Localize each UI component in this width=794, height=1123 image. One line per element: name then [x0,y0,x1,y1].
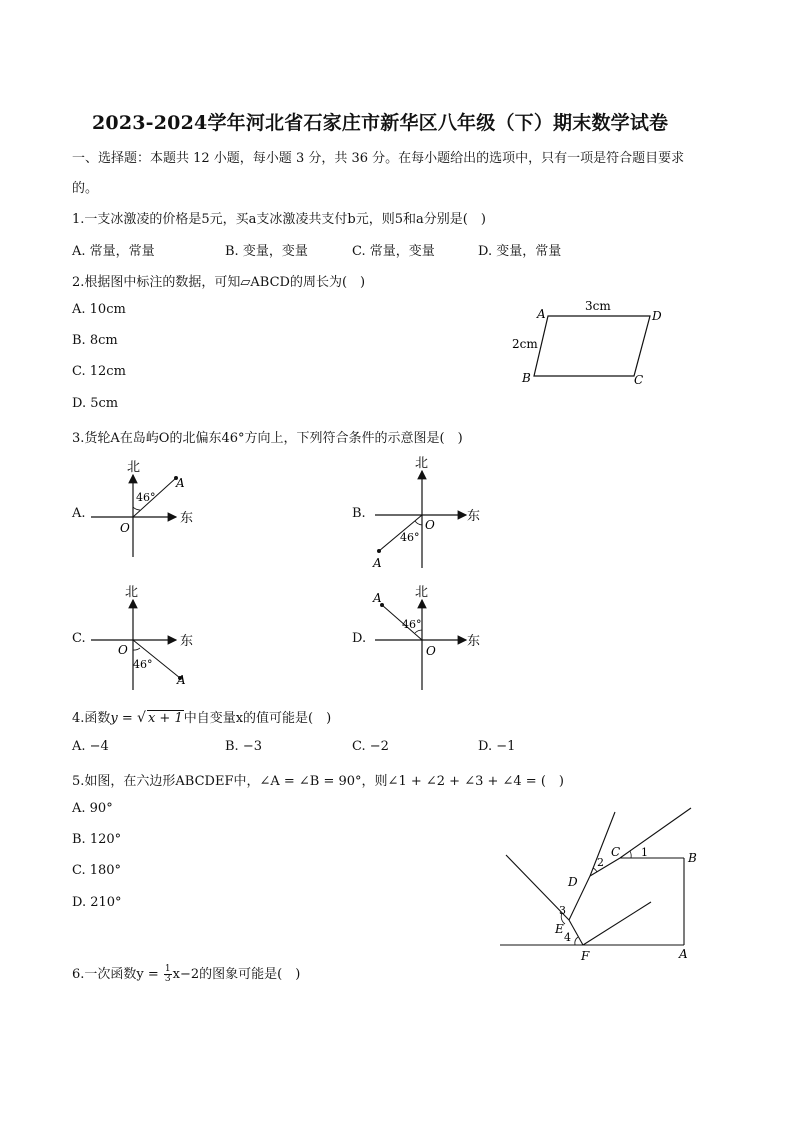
q3-diagram-a [88,455,208,560]
svg-text:O: O [425,518,435,532]
svg-text:东: 东 [180,511,194,526]
q1-option-c: C. 常量，变量 [352,244,435,259]
svg-text:O: O [120,521,130,535]
q2-option-b: B. 8cm [72,333,118,348]
q5-option-d: D. 210° [72,895,122,910]
svg-text:46°: 46° [133,658,153,671]
svg-text:A: A [177,673,186,687]
svg-text:东: 东 [467,634,481,649]
vertex-d: D [652,309,662,323]
parallelogram-abcd [534,316,650,376]
svg-text:46°: 46° [402,618,422,631]
svg-text:1: 1 [641,846,648,859]
q3-option-a-label: A. [72,506,86,521]
q5-option-a: A. 90° [72,801,113,816]
q3-diagram-c [88,580,208,692]
q3-diagram-b [370,451,490,571]
q4-option-a: A. −4 [72,739,109,754]
svg-text:O: O [118,643,128,657]
q5-option-b: B. 120° [72,832,122,847]
q3-option-c-label: C. [72,631,86,646]
svg-text:A: A [679,947,688,961]
svg-text:46°: 46° [400,531,420,544]
q5-stem: 5.如图，在六边形ABCDEF中，∠A = ∠B = 90°，则∠1 + ∠2 + ∠3 + ∠4 = ( ) [72,774,564,789]
svg-text:A: A [373,591,382,605]
page-title: 2023-2024学年河北省石家庄市新华区八年级（下）期末数学试卷 [92,112,669,134]
svg-text:B: B [688,851,697,865]
section-heading-line2: 的。 [72,181,99,196]
q2-option-a: A. 10cm [72,302,126,317]
vertex-b: B [522,371,531,385]
q6-stem: 6.一次函数y = $\frac{1}{3}$ x−2的图象可能是( ) [72,964,301,984]
svg-text:东: 东 [180,634,194,649]
svg-text:O: O [426,644,436,658]
q1-stem: 1.一支冰激凌的价格是5元，买a支冰激凌共支付b元，则5和a分别是( ) [72,212,486,227]
svg-text:东: 东 [467,509,481,524]
q4-option-b: B. −3 [225,739,262,754]
q4-stem: 4.函数y = √ x + 1中自变量x的值可能是( ) [72,710,332,726]
svg-text:C: C [611,845,621,859]
svg-text:D: D [568,875,578,889]
fraction-one-third: $\frac{1}{3}$ [164,964,171,984]
q3-diagram-d [370,580,490,692]
q1-option-a: A. 常量，常量 [72,244,155,259]
q1-option-b: B. 变量，变量 [225,244,308,259]
q3-option-d-label: D. [352,631,367,646]
svg-text:A: A [373,556,382,570]
svg-text:F: F [581,949,590,963]
section-heading-line1: 一、选择题：本题共 12 小题，每小题 3 分，共 36 分。在每小题给出的选项中，只有一项是符合题目要求 [72,151,685,166]
svg-text:4: 4 [564,931,571,944]
q2-option-c: C. 12cm [72,364,126,379]
svg-text:北: 北 [415,585,429,600]
svg-text:2: 2 [597,856,604,869]
q1-option-d: D. 变量，常量 [478,244,562,259]
svg-text:E: E [555,922,564,936]
svg-text:A: A [176,476,185,490]
svg-text:北: 北 [127,460,141,475]
q2-option-d: D. 5cm [72,396,119,411]
q5-option-c: C. 180° [72,863,122,878]
q3-option-b-label: B. [352,506,366,521]
q2-stem: 2.根据图中标注的数据，可知▱ABCD的周长为( ) [72,275,366,290]
vertex-a: A [537,307,546,321]
q5-hexagon-figure [498,800,708,965]
q2-side-label: 2cm [512,337,538,351]
q2-parallelogram-figure [500,292,680,392]
sqrt-expression: √ x + 1 [136,710,183,726]
q3-stem: 3.货轮A在岛屿O的北偏东46°方向上，下列符合条件的示意图是( ) [72,431,463,446]
svg-text:北: 北 [125,585,139,600]
svg-text:3: 3 [559,904,566,917]
q2-top-label: 3cm [585,299,611,313]
q4-option-d: D. −1 [478,739,516,754]
q4-option-c: C. −2 [352,739,389,754]
vertex-c: C [634,373,644,387]
svg-text:46°: 46° [136,491,156,504]
svg-text:北: 北 [415,456,429,471]
